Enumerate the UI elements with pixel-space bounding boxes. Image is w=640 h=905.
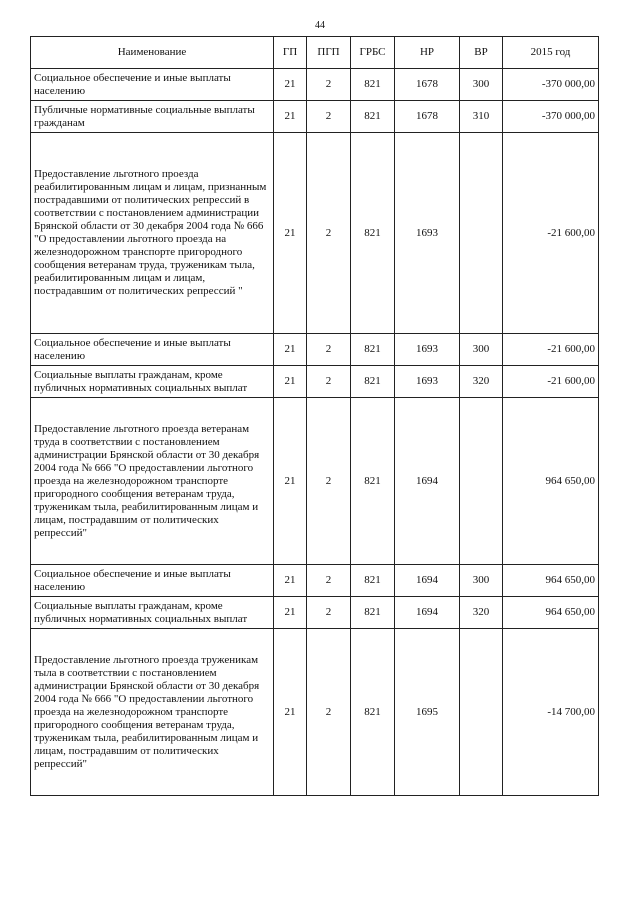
row-name: Предоставление льготного проезда ветеранам труда в соответствии с постановлением администрации Брянской области от 30 декабря 2004 года № 666 "О предоставлении льготного проезда на железнодорожном транспорте пригородного сообщения ветеранам труда, труженикам тыла, реабилитированным лицам и лицам, пострадавшим от политических репрессий" [31, 398, 274, 565]
row-grbs: 821 [351, 629, 395, 796]
row-amount: 964 650,00 [503, 597, 599, 629]
row-gp: 21 [274, 133, 307, 334]
row-amount: -21 600,00 [503, 334, 599, 366]
row-vr [460, 133, 503, 334]
row-grbs: 821 [351, 366, 395, 398]
row-vr: 320 [460, 366, 503, 398]
table-row [31, 69, 599, 101]
table-row [31, 629, 599, 796]
row-name: Социальные выплаты гражданам, кроме публичных нормативных социальных выплат [31, 597, 274, 629]
table-row [31, 398, 599, 565]
row-amount: 964 650,00 [503, 398, 599, 565]
row-gp: 21 [274, 629, 307, 796]
row-gp: 21 [274, 366, 307, 398]
row-nr: 1693 [395, 334, 460, 366]
row-nr: 1693 [395, 366, 460, 398]
row-nr: 1695 [395, 629, 460, 796]
table-row [31, 133, 599, 334]
row-name: Социальное обеспечение и иные выплаты населению [31, 565, 274, 597]
row-amount: 964 650,00 [503, 565, 599, 597]
row-vr: 310 [460, 101, 503, 133]
row-pgp: 2 [307, 629, 351, 796]
row-pgp: 2 [307, 69, 351, 101]
row-vr: 300 [460, 69, 503, 101]
row-amount: -14 700,00 [503, 629, 599, 796]
row-pgp: 2 [307, 366, 351, 398]
row-nr: 1694 [395, 565, 460, 597]
row-amount: -370 000,00 [503, 69, 599, 101]
row-pgp: 2 [307, 565, 351, 597]
row-name: Социальное обеспечение и иные выплаты населению [31, 334, 274, 366]
header-year: 2015 год [503, 37, 599, 69]
row-nr: 1693 [395, 133, 460, 334]
row-vr: 320 [460, 597, 503, 629]
row-grbs: 821 [351, 565, 395, 597]
row-vr [460, 398, 503, 565]
row-gp: 21 [274, 69, 307, 101]
row-amount: -21 600,00 [503, 366, 599, 398]
row-nr: 1694 [395, 398, 460, 565]
table-row [31, 366, 599, 398]
row-nr: 1678 [395, 101, 460, 133]
row-name: Социальные выплаты гражданам, кроме публичных нормативных социальных выплат [31, 366, 274, 398]
row-gp: 21 [274, 597, 307, 629]
row-name: Социальное обеспечение и иные выплаты населению [31, 69, 274, 101]
row-name: Предоставление льготного проезда труженикам тыла в соответствии с постановлением администрации Брянской области от 30 декабря 2004 года № 666 "О предоставлении льготного проезда на железнодорожном транспорте пригородного сообщения ветеранам труда, труженикам тыла, реабилитированным лицам и лицам, пострадавшим от политических репрессий" [31, 629, 274, 796]
row-pgp: 2 [307, 334, 351, 366]
row-amount: -370 000,00 [503, 101, 599, 133]
row-nr: 1694 [395, 597, 460, 629]
table-row [31, 334, 599, 366]
row-vr: 300 [460, 565, 503, 597]
row-name: Предоставление льготного проезда реабилитированным лицам и лицам, признанным пострадавшими от политических репрессий в соответствии с постановлением администрации Брянской области от 30 декабря 2004 года № 666 "О предоставлении льготного проезда на железнодорожном транспорте пригородного сообщения ветеранам труда, труженикам тыла, реабилитированным лицам и лицам, пострадавшим от политических репрессий " [31, 133, 274, 334]
header-pgp: ПГП [307, 37, 351, 69]
row-grbs: 821 [351, 597, 395, 629]
row-gp: 21 [274, 101, 307, 133]
row-pgp: 2 [307, 133, 351, 334]
header-gp: ГП [274, 37, 307, 69]
table-header-row [31, 37, 599, 69]
row-nr: 1678 [395, 69, 460, 101]
header-grbs: ГРБС [351, 37, 395, 69]
page-number: 44 [315, 20, 325, 31]
row-name: Публичные нормативные социальные выплаты гражданам [31, 101, 274, 133]
table-row [31, 565, 599, 597]
row-gp: 21 [274, 565, 307, 597]
row-pgp: 2 [307, 398, 351, 565]
header-nr: НР [395, 37, 460, 69]
header-vr: ВР [460, 37, 503, 69]
budget-table [30, 36, 599, 796]
header-name: Наименование [31, 37, 274, 69]
row-grbs: 821 [351, 69, 395, 101]
row-grbs: 821 [351, 101, 395, 133]
row-vr: 300 [460, 334, 503, 366]
row-pgp: 2 [307, 101, 351, 133]
row-vr [460, 629, 503, 796]
row-gp: 21 [274, 334, 307, 366]
table-row [31, 597, 599, 629]
table-row [31, 101, 599, 133]
row-grbs: 821 [351, 133, 395, 334]
row-grbs: 821 [351, 334, 395, 366]
row-grbs: 821 [351, 398, 395, 565]
row-gp: 21 [274, 398, 307, 565]
row-pgp: 2 [307, 597, 351, 629]
row-amount: -21 600,00 [503, 133, 599, 334]
